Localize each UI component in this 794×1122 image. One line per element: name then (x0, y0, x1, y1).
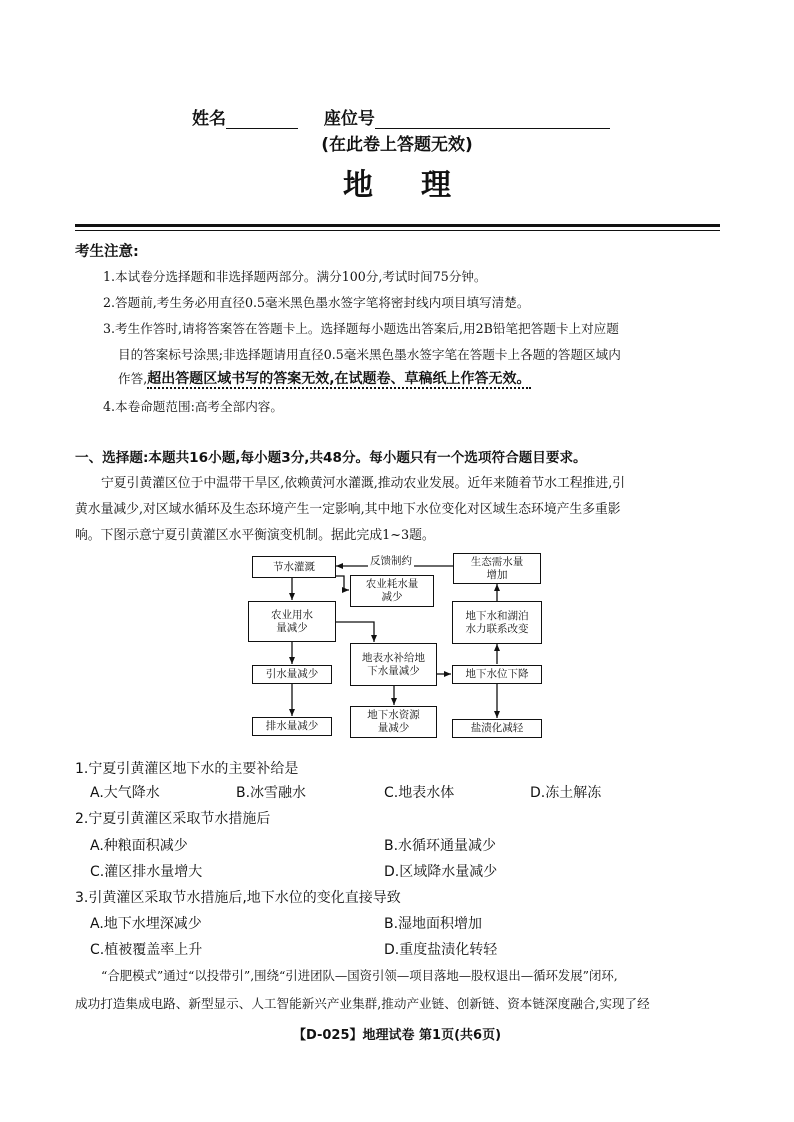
question-3-stem: 3.引黄灌区采取节水措施后,地下水位的变化直接导致 (75, 890, 401, 906)
intro-line-3: 响。下图示意宁夏引黄灌区水平衡演变机制。据此完成1~3题。 (75, 528, 435, 543)
box-drainage: 排水量减少 (252, 717, 332, 736)
intro-line-1: 宁夏引黄灌区位于中温带干旱区,依赖黄河水灌溉,推动农业发展。近年来随着节水工程推进,引 (101, 476, 626, 491)
notice-heading: 考生注意: (75, 244, 139, 260)
name-label: 姓名 (192, 109, 226, 129)
question-1-stem: 1.宁夏引黄灌区地下水的主要补给是 (75, 761, 299, 777)
box-eco-demand: 生态需水量增加 (453, 553, 541, 584)
passage-2-line-1: “合肥模式”通过“以投带引”,围绕“引进团队—国资引领—项目落地—股权退出—循环发展”闭环, (101, 968, 618, 983)
header-rule-thick (75, 224, 720, 227)
q2-option-a: A.种粮面积减少 (90, 838, 188, 854)
q2-option-d: D.区域降水量减少 (384, 864, 498, 880)
intro-line-2: 黄水量减少,对区域水循环及生态环境产生一定影响,其中地下水位变化对区域生态环境产生多重影 (75, 502, 621, 517)
q3-option-d: D.重度盐渍化转轻 (384, 942, 498, 958)
q1-option-c: C.地表水体 (384, 785, 455, 801)
exam-title: 地理 (343, 168, 499, 203)
invalid-answer-note: (在此卷上答题无效) (321, 135, 473, 155)
q3-option-b: B.湿地面积增加 (384, 916, 483, 932)
notice-item-3-tail: 作答, (118, 371, 148, 386)
box-gw-level: 地下水位下降 (452, 665, 542, 684)
notice-item-3: 3.考生作答时,请将答案答在答题卡上。选择题每小题选出答案后,用2B铅笔把答题卡上对应题 (103, 321, 619, 336)
seat-blank (375, 110, 610, 129)
box-water-saving: 节水灌溉 (252, 556, 336, 578)
q2-option-b: B.水循环通量减少 (384, 838, 497, 854)
q1-option-a: A.大气降水 (90, 785, 160, 801)
seat-label: 座位号 (323, 109, 375, 129)
q1-option-b: B.冰雪融水 (236, 785, 307, 801)
notice-item-1: 1.本试卷分选择题和非选择题两部分。满分100分,考试时间75分钟。 (103, 269, 487, 284)
arrow-to-recharge (336, 622, 374, 642)
notice-item-2: 2.答题前,考生务必用直径0.5毫米黑色墨水签字笔将密封线内项目填写清楚。 (103, 295, 530, 310)
section-heading: 一、选择题:本题共16小题,每小题3分,共48分。每小题只有一个选项符合题目要求。 (75, 450, 587, 466)
name-blank (226, 110, 298, 129)
notice-emphasis: 超出答题区域书写的答案无效,在试题卷、草稿纸上作答无效。 (147, 371, 531, 387)
feedback-label: 反馈制约 (370, 555, 412, 567)
page-footer: 【D-025】地理试卷 第1页(共6页) (292, 1028, 502, 1043)
candidate-info-row (192, 104, 610, 129)
notice-item-3-cont: 目的答案标号涂黑;非选择题请用直径0.5毫米黑色墨水签字笔在答题卡上各题的答题区域内 (118, 347, 621, 362)
box-hydraulic: 地下水和湖泊水力联系改变 (452, 601, 542, 644)
box-salinization: 盐渍化减轻 (452, 719, 542, 738)
question-2-stem: 2.宁夏引黄灌区采取节水措施后 (75, 811, 271, 827)
notice-item-3-end (118, 368, 531, 388)
q1-option-d: D.冻土解冻 (530, 785, 602, 801)
passage-2-line-2: 成功打造集成电路、新型显示、人工智能新兴产业集群,推动产业链、创新链、资本链深度融合,实现了经 (75, 996, 650, 1011)
box-ag-consumption: 农业耗水量减少 (350, 575, 434, 607)
q3-option-a: A.地下水埋深减少 (90, 916, 202, 932)
header-rule-thin (75, 230, 720, 231)
arrow-to-consumption (336, 576, 349, 590)
box-gw-resources: 地下水资源量减少 (350, 706, 437, 738)
q3-option-c: C.植被覆盖率上升 (90, 942, 203, 958)
box-intake: 引水量减少 (252, 665, 332, 684)
box-ag-use: 农业用水量减少 (248, 601, 336, 642)
q2-option-c: C.灌区排水量增大 (90, 864, 203, 880)
notice-item-4: 4.本卷命题范围:高考全部内容。 (103, 399, 283, 414)
box-surface-recharge: 地表水补给地下水量减少 (350, 643, 437, 686)
